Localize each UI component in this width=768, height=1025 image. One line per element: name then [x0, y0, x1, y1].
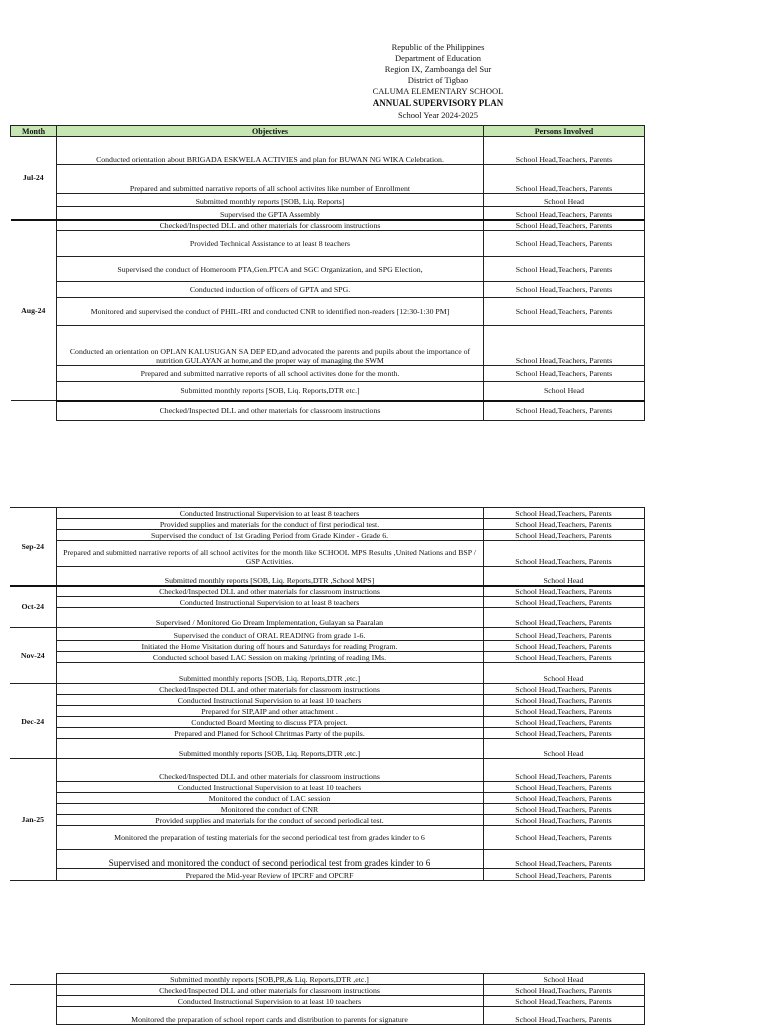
objective-cell: Prepared and submitted narrative reports of all school activites like number of Enrollment	[57, 165, 484, 194]
month-cell: Jul-24	[11, 137, 57, 220]
table-row	[10, 826, 644, 850]
header-line-department: Department of Education	[395, 53, 481, 63]
table-row	[10, 759, 644, 782]
objective-cell: Conducted Instructional Supervision to at least 10 teachers	[56, 782, 483, 793]
table-row	[10, 695, 644, 706]
persons-cell: School Head,Teachers, Parents	[483, 793, 644, 804]
objective-cell: Checked/Inspected DLL and other materials for classroom instructions	[56, 684, 483, 695]
persons-cell: School Head,Teachers, Parents	[484, 401, 645, 421]
table-row	[11, 282, 645, 298]
objective-cell: Submitted monthly reports [SOB, Liq. Reports]	[57, 194, 484, 207]
objective-cell: Checked/Inspected DLL and other materials for classroom instructions	[57, 401, 484, 421]
school-year: School Year 2024-2025	[397, 110, 479, 120]
persons-cell: School Head,Teachers, Parents	[484, 207, 645, 220]
persons-cell: School Head,Teachers, Parents	[483, 597, 644, 608]
objective-cell: Initiated the Home Visitation during off hours and Saturdays for reading Program.	[56, 641, 483, 652]
objective-cell: Prepared and submitted narrative reports of all school activites done for the month.	[57, 366, 484, 382]
objective-cell: Checked/Inspected DLL and other materials for classroom instructions	[57, 220, 484, 231]
objective-cell: Prepared for SIP,AIP and other attachment .	[56, 706, 483, 717]
table-row	[10, 985, 644, 996]
persons-cell: School Head,Teachers, Parents	[484, 165, 645, 194]
objective-cell: Monitored the preparation of testing materials for the second periodical test from grades kinder to 6	[56, 826, 483, 850]
table-row	[10, 652, 644, 663]
table-row	[10, 684, 644, 695]
table-row	[10, 567, 644, 586]
persons-cell: School Head,Teachers, Parents	[483, 608, 644, 628]
table-row	[10, 597, 644, 608]
objective-cell: Supervised the conduct of ORAL READING from grade 1-6.	[56, 628, 483, 641]
table-row	[10, 530, 644, 541]
objective-cell: Conducted an orientation on OPLAN KALUSUGAN SA DEP ED,and advocated the parents and pupils about the importance of nutrition GULAYAN at home,and the proper way of managing the SWM	[57, 326, 484, 366]
persons-cell: School Head,Teachers, Parents	[483, 652, 644, 663]
table-row	[11, 220, 645, 231]
table-row	[10, 586, 644, 597]
objective-cell: Prepared and submitted narrative reports of all school activites for the month like SCHOOL MPS Results ,United Nations and BSP / GSP Activities.	[56, 541, 483, 567]
table-row	[10, 541, 644, 567]
table-row	[11, 231, 645, 257]
persons-cell: School Head	[483, 567, 644, 586]
objective-cell: Supervised the GPTA Assembly	[57, 207, 484, 220]
table-row	[11, 298, 645, 326]
persons-cell: School Head,Teachers, Parents	[483, 782, 644, 793]
persons-cell: School Head	[483, 974, 644, 985]
table-row	[10, 663, 644, 684]
table-row	[10, 706, 644, 717]
persons-cell: School Head	[484, 382, 645, 401]
table-header-row	[11, 126, 645, 137]
plan-table-part-1	[10, 125, 645, 421]
table-row	[10, 641, 644, 652]
objective-cell: Conducted orientation about BRIGADA ESKWELA ACTIVIES and plan for BUWAN NG WIKA Celebration.	[57, 137, 484, 165]
objective-cell: Supervised the conduct of Homeroom PTA,Gen.PTCA and SGC Organization, and SPG Election,	[57, 257, 484, 282]
month-cell	[10, 974, 56, 985]
table-row	[10, 717, 644, 728]
objective-cell: Submitted monthly reports [SOB, Liq. Reports,DTR etc.]	[57, 382, 484, 401]
persons-cell: School Head,Teachers, Parents	[483, 706, 644, 717]
table-row	[10, 850, 644, 869]
persons-cell: School Head,Teachers, Parents	[483, 519, 644, 530]
persons-cell: School Head,Teachers, Parents	[484, 298, 645, 326]
persons-cell: School Head,Teachers, Parents	[484, 137, 645, 165]
table-row	[11, 137, 645, 165]
persons-cell: School Head,Teachers, Parents	[483, 728, 644, 739]
table-row	[11, 326, 645, 366]
objective-cell: Checked/Inspected DLL and other materials for classroom instructions	[56, 759, 483, 782]
objective-cell: Monitored the conduct of CNR	[56, 804, 483, 815]
persons-cell: School Head,Teachers, Parents	[484, 231, 645, 257]
objective-cell: Checked/Inspected DLL and other materials for classroom instructions	[56, 586, 483, 597]
objective-cell: Checked/Inspected DLL and other materials for classroom instructions	[56, 985, 483, 996]
month-cell: Aug-24	[11, 220, 57, 401]
objective-cell: Supervised and monitored the conduct of second periodical test from grades kinder to 6	[56, 850, 483, 869]
persons-cell: School Head,Teachers, Parents	[483, 850, 644, 869]
objective-cell: Submitted monthly reports [SOB, Liq. Reports,DTR ,etc.]	[56, 739, 483, 759]
plan-table-part-2	[10, 507, 645, 881]
persons-cell: School Head,Teachers, Parents	[484, 366, 645, 382]
objective-cell: Submitted monthly reports [SOB, Liq. Reports,DTR ,School MPS]	[56, 567, 483, 586]
month-cell: Sep-24	[10, 508, 56, 586]
table-row	[11, 165, 645, 194]
table-row	[11, 194, 645, 207]
persons-cell: School Head,Teachers, Parents	[483, 759, 644, 782]
column-header-persons: Persons Involved	[484, 126, 645, 137]
table-row	[10, 739, 644, 759]
persons-cell: School Head,Teachers, Parents	[484, 257, 645, 282]
persons-cell: School Head,Teachers, Parents	[483, 695, 644, 706]
objective-cell: Provided supplies and materials for the conduct of second periodical test.	[56, 815, 483, 826]
column-header-objectives: Objectives	[57, 126, 484, 137]
persons-cell: School Head	[483, 739, 644, 759]
persons-cell: School Head,Teachers, Parents	[483, 641, 644, 652]
persons-cell: School Head,Teachers, Parents	[484, 326, 645, 366]
table-row	[11, 382, 645, 401]
persons-cell: School Head,Teachers, Parents	[483, 985, 644, 996]
persons-cell: School Head,Teachers, Parents	[483, 628, 644, 641]
table-row	[10, 869, 644, 881]
persons-cell: School Head,Teachers, Parents	[483, 717, 644, 728]
objective-cell: Conducted induction of officers of GPTA and SPG.	[57, 282, 484, 298]
header-line-region: Region IX, Zamboanga del Sur	[384, 64, 492, 74]
objective-cell: Prepared the Mid-year Review of IPCRF and OPCRF	[56, 869, 483, 881]
objective-cell: Conducted Board Meeting to discuss PTA project.	[56, 717, 483, 728]
objective-cell: Conducted Instructional Supervision to at least 10 teachers	[56, 695, 483, 706]
persons-cell: School Head,Teachers, Parents	[483, 1007, 644, 1025]
persons-cell: School Head,Teachers, Parents	[483, 541, 644, 567]
month-cell: Nov-24	[10, 628, 56, 684]
objective-cell: Supervised the conduct of 1st Grading Period from Grade Kinder - Grade 6.	[56, 530, 483, 541]
objective-cell: Monitored the preparation of school report cards and distribution to parents for signature	[56, 1007, 483, 1025]
table-row	[11, 366, 645, 382]
table-row	[11, 207, 645, 220]
objective-cell: Conducted Instructional Supervision to at least 10 teachers	[56, 996, 483, 1007]
table-row	[10, 996, 644, 1007]
table-row	[10, 508, 644, 519]
table-row	[10, 628, 644, 641]
table-row	[10, 1007, 644, 1025]
table-row	[10, 608, 644, 628]
persons-cell: School Head,Teachers, Parents	[484, 282, 645, 298]
plan-table-part-3	[10, 973, 645, 1025]
objective-cell: Provided supplies and materials for the conduct of first periodical test.	[56, 519, 483, 530]
month-cell	[10, 985, 56, 1025]
month-cell: Oct-24	[10, 586, 56, 628]
persons-cell: School Head,Teachers, Parents	[483, 804, 644, 815]
persons-cell: School Head,Teachers, Parents	[483, 826, 644, 850]
header-line-district: District of Tigbao	[407, 75, 469, 85]
month-cell	[11, 401, 57, 421]
table-row	[10, 519, 644, 530]
table-row	[10, 804, 644, 815]
persons-cell: School Head,Teachers, Parents	[484, 220, 645, 231]
table-row	[10, 728, 644, 739]
objective-cell: Monitored the conduct of LAC session	[56, 793, 483, 804]
persons-cell: School Head,Teachers, Parents	[483, 530, 644, 541]
month-cell: Jan-25	[10, 759, 56, 881]
table-row	[10, 974, 644, 985]
objective-cell: Monitored and supervised the conduct of PHIL-IRI and conducted CNR to identified non-readers [12:30-1:30 PM]	[57, 298, 484, 326]
persons-cell: School Head,Teachers, Parents	[483, 586, 644, 597]
objective-cell: Submitted monthly reports [SOB,PR,& Liq. Reports,DTR ,etc.]	[56, 974, 483, 985]
objective-cell: Submitted monthly reports [SOB, Liq. Reports,DTR ,etc.]	[56, 663, 483, 684]
persons-cell: School Head,Teachers, Parents	[483, 869, 644, 881]
persons-cell: School Head,Teachers, Parents	[483, 684, 644, 695]
persons-cell: School Head,Teachers, Parents	[483, 508, 644, 519]
objective-cell: Conducted school based LAC Session on making /printing of reading IMs.	[56, 652, 483, 663]
objective-cell: Supervised / Monitored Go Dream Implementation, Gulayan sa Paaralan	[56, 608, 483, 628]
persons-cell: School Head	[483, 663, 644, 684]
objective-cell: Conducted Instructional Supervision to at least 8 teachers	[56, 508, 483, 519]
document-title: ANNUAL SUPERVISORY PLAN	[372, 98, 504, 108]
header-line-school: CALUMA ELEMENTARY SCHOOL	[372, 86, 504, 96]
objective-cell: Conducted Instructional Supervision to at least 8 teachers	[56, 597, 483, 608]
header-line-republic: Republic of the Philippines	[391, 42, 485, 52]
persons-cell: School Head,Teachers, Parents	[483, 815, 644, 826]
month-cell: Dec-24	[10, 684, 56, 759]
persons-cell: School Head,Teachers, Parents	[483, 996, 644, 1007]
objective-cell: Provided Technical Assistance to at least 8 teachers	[57, 231, 484, 257]
column-header-month: Month	[11, 126, 57, 137]
table-row	[10, 793, 644, 804]
table-row	[11, 401, 645, 421]
table-row	[10, 782, 644, 793]
table-row	[10, 815, 644, 826]
objective-cell: Prepared and Planed for School Chritmas Party of the pupils.	[56, 728, 483, 739]
table-row	[11, 257, 645, 282]
persons-cell: School Head	[484, 194, 645, 207]
